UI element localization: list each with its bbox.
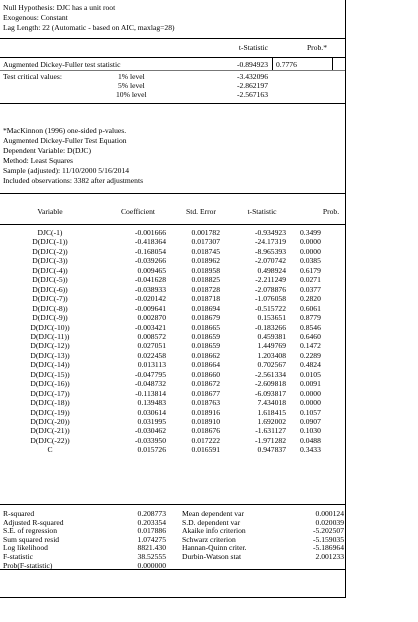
- cell-variable: D(DJC(-2)): [32, 246, 68, 256]
- cell-variable: D(DJC(-20)): [30, 417, 70, 426]
- cell-t-statistic: 1.618415: [257, 407, 286, 417]
- cell-std-error: 0.018659: [191, 341, 220, 351]
- cell-prob: 0.0907: [300, 417, 321, 426]
- adf-test-statistic-prob: 0.7776: [276, 60, 297, 69]
- cell-coefficient: -0.030462: [134, 426, 166, 436]
- cell-t-statistic: 0.947837: [257, 445, 286, 455]
- cell-std-error: 0.018958: [191, 265, 220, 275]
- included-observations: Included observations: 3382 after adjustments: [3, 176, 144, 185]
- crit-value-5: -2.862197: [236, 81, 268, 90]
- cell-variable: D(DJC(-15)): [30, 369, 70, 379]
- cell-variable: D(DJC(-16)): [30, 379, 70, 389]
- cell-prob: 0.0271: [300, 275, 321, 285]
- cell-t-statistic: -24.17319: [254, 237, 286, 247]
- crit-value-10: -2.567163: [236, 90, 268, 99]
- cell-prob: 0.1030: [300, 426, 321, 436]
- cell-variable: D(DJC(-10)): [30, 322, 70, 332]
- cell-coefficient: -0.168054: [134, 246, 166, 256]
- cell-variable: D(DJC(-19)): [30, 407, 70, 417]
- cell-variable: D(DJC(-18)): [30, 398, 70, 408]
- cell-coefficient: -0.020142: [134, 294, 166, 304]
- cell-std-error: 0.018728: [191, 284, 220, 294]
- divider: [0, 57, 345, 58]
- cell-prob: 0.1472: [300, 341, 321, 351]
- cell-variable: D(DJC(-1)): [32, 237, 68, 247]
- cell-std-error: 0.001782: [191, 228, 220, 237]
- cell-variable: D(DJC(-14)): [30, 360, 70, 370]
- cell-t-statistic: -2.211249: [255, 275, 286, 285]
- cell-prob: 0.0385: [300, 256, 321, 266]
- cell-t-statistic: 7.434018: [257, 398, 286, 408]
- crit-level-10: 10% level: [116, 90, 147, 99]
- cell-prob: 0.0105: [300, 369, 321, 379]
- cell-variable: D(DJC(-17)): [30, 388, 70, 398]
- dependent-variable: Dependent Variable: D(DJC): [3, 146, 92, 155]
- cell-prob: 0.0000: [300, 246, 321, 256]
- cell-variable: D(DJC(-5)): [32, 275, 68, 285]
- cell-t-statistic: 1.449769: [257, 341, 286, 351]
- cell-std-error: 0.018763: [191, 398, 220, 408]
- cell-std-error: 0.018664: [191, 360, 220, 370]
- lag-length: Lag Length: 22 (Automatic - based on AIC, maxlag=28): [3, 23, 175, 32]
- stat-value: 0.208773: [137, 509, 166, 518]
- critical-values-label: Test critical values:: [3, 72, 62, 81]
- crit-value-1: -3.432096: [236, 72, 268, 81]
- col-variable: Variable: [37, 207, 63, 216]
- cell-t-statistic: -1.076058: [254, 294, 286, 304]
- stat-value: -5.159035: [312, 534, 344, 544]
- cell-t-statistic: -1.631127: [255, 426, 286, 436]
- cell-std-error: 0.018825: [191, 275, 220, 285]
- cell-variable: D(DJC(-7)): [32, 294, 68, 304]
- cell-prob: 0.8546: [300, 322, 321, 332]
- cell-prob: 0.0377: [300, 284, 321, 294]
- cell-coefficient: -0.009641: [134, 303, 166, 313]
- null-hypothesis: Null Hypothesis: DJC has a unit root: [3, 3, 116, 12]
- cell-variable: C: [47, 445, 53, 455]
- cell-prob: 0.0000: [300, 398, 321, 408]
- stat-label: F-statistic: [3, 552, 33, 561]
- col-std-error: Std. Error: [186, 207, 216, 216]
- cell-coefficient: -0.041628: [134, 275, 166, 285]
- cell-variable: D(DJC(-11)): [30, 331, 70, 341]
- cell-coefficient: 0.031995: [137, 417, 166, 426]
- cell-divider: [272, 57, 273, 70]
- cell-variable: D(DJC(-3)): [32, 256, 68, 266]
- cell-std-error: 0.018718: [191, 294, 220, 304]
- cell-coefficient: -0.038933: [134, 284, 166, 294]
- stat-value: 0.000124: [315, 509, 344, 518]
- cell-prob: 0.8779: [300, 313, 321, 323]
- stat-value: -5.202507: [312, 526, 344, 536]
- divider: [0, 193, 345, 194]
- divider: [0, 504, 345, 505]
- cell-t-statistic: 0.702567: [257, 360, 286, 370]
- stat-label: Adjusted R-squared: [3, 517, 64, 527]
- cell-variable: D(DJC(-8)): [32, 303, 68, 313]
- cell-prob: 0.2820: [300, 294, 321, 304]
- col-coefficient: Coefficient: [120, 207, 156, 216]
- cell-prob: 0.4824: [300, 360, 321, 370]
- cell-variable: D(DJC(-12)): [30, 341, 70, 351]
- cell-std-error: 0.018916: [191, 407, 220, 417]
- stat-value: 38.52555: [137, 552, 166, 561]
- cell-variable: D(DJC(-22)): [30, 435, 70, 445]
- cell-coefficient: 0.015726: [137, 445, 166, 455]
- divider: [0, 103, 345, 104]
- stat-value: 8821.430: [137, 543, 166, 553]
- cell-t-statistic: -6.093817: [254, 388, 286, 398]
- cell-std-error: 0.018672: [191, 379, 220, 389]
- adf-test-statistic-label: Augmented Dickey-Fuller test statistic: [3, 60, 121, 69]
- cell-prob: 0.0488: [300, 435, 321, 445]
- cell-coefficient: -0.418364: [134, 237, 166, 247]
- cell-coefficient: -0.033950: [134, 435, 166, 445]
- cell-coefficient: 0.022458: [137, 350, 166, 360]
- cell-t-statistic: -0.515722: [254, 303, 286, 313]
- cell-t-statistic: 1.203408: [257, 350, 286, 360]
- cell-std-error: 0.016591: [191, 445, 220, 455]
- cell-prob: 0.0091: [300, 379, 321, 389]
- stat-label: S.D. dependent var: [182, 517, 241, 527]
- cell-coefficient: -0.113814: [135, 388, 166, 398]
- stat-value: 0.203354: [137, 517, 166, 527]
- cell-t-statistic: -1.971282: [254, 435, 286, 445]
- cell-std-error: 0.018665: [191, 322, 220, 332]
- cell-std-error: 0.017222: [191, 435, 220, 445]
- divider: [0, 38, 345, 39]
- cell-coefficient: 0.139483: [137, 398, 166, 408]
- col-t-statistic: t-Statistic: [238, 43, 268, 52]
- cell-variable: D(DJC(-4)): [32, 265, 68, 275]
- crit-level-1: 1% level: [118, 72, 145, 81]
- cell-t-statistic: -0.183266: [254, 322, 286, 332]
- sample: Sample (adjusted): 11/10/2000 5/16/2014: [3, 166, 130, 175]
- cell-t-statistic: -2.609818: [254, 379, 286, 389]
- divider: [0, 70, 345, 71]
- cell-coefficient: 0.008572: [137, 331, 166, 341]
- stat-label: Durbin-Watson stat: [182, 552, 242, 561]
- cell-variable: D(DJC(-9)): [32, 313, 68, 323]
- cell-prob: 0.3433: [300, 445, 321, 455]
- cell-prob: 0.6460: [300, 331, 321, 341]
- cell-variable: D(DJC(-6)): [32, 284, 68, 294]
- cell-variable: D(DJC(-13)): [30, 350, 70, 360]
- cell-coefficient: 0.030614: [137, 407, 166, 417]
- stat-value: 0.020039: [315, 517, 344, 527]
- test-equation-title: Augmented Dickey-Fuller Test Equation: [3, 136, 127, 145]
- stat-value: 1.074275: [137, 534, 166, 544]
- col-prob: Prob.*: [306, 43, 327, 52]
- cell-std-error: 0.018662: [191, 350, 220, 360]
- stat-label: Mean dependent var: [182, 509, 244, 518]
- cell-prob: 0.6179: [300, 265, 321, 275]
- cell-coefficient: -0.048732: [134, 379, 166, 389]
- cell-variable: DJC(-1): [37, 228, 63, 237]
- cell-t-statistic: 0.153651: [257, 313, 286, 323]
- stat-label: Prob(F-statistic): [3, 560, 53, 570]
- stat-value: 0.000000: [137, 560, 166, 570]
- cell-variable: D(DJC(-21)): [30, 426, 70, 436]
- cell-coefficient: 0.002870: [137, 313, 166, 323]
- divider: [0, 569, 345, 570]
- cell-prob: 0.1057: [300, 407, 321, 417]
- cell-divider: [332, 57, 333, 70]
- cell-std-error: 0.018910: [191, 417, 220, 426]
- cell-coefficient: -0.003421: [134, 322, 166, 332]
- cell-prob: 0.2289: [300, 350, 321, 360]
- cell-std-error: 0.018745: [191, 246, 220, 256]
- stat-label: Hannan-Quinn criter.: [182, 543, 247, 553]
- method: Method: Least Squares: [3, 156, 74, 165]
- cell-prob: 0.6061: [300, 303, 321, 313]
- stat-label: R-squared: [3, 509, 35, 518]
- cell-std-error: 0.018676: [191, 426, 220, 436]
- adf-test-statistic-value: -0.894923: [236, 60, 268, 69]
- cell-t-statistic: -2.078876: [254, 284, 286, 294]
- cell-std-error: 0.018962: [191, 256, 220, 266]
- cell-std-error: 0.018660: [191, 369, 220, 379]
- cell-std-error: 0.018679: [191, 313, 220, 323]
- cell-t-statistic: -0.934923: [254, 228, 286, 237]
- cell-coefficient: -0.001666: [134, 228, 166, 237]
- cell-coefficient: 0.013113: [137, 360, 166, 370]
- cell-t-statistic: 0.459381: [257, 331, 286, 341]
- mackinnon-note: *MacKinnon (1996) one-sided p-values.: [3, 126, 127, 135]
- stat-label: S.E. of regression: [3, 526, 57, 536]
- stat-label: Sum squared resid: [3, 534, 60, 544]
- divider: [0, 224, 345, 225]
- cell-prob: 0.0000: [300, 388, 321, 398]
- cell-std-error: 0.017307: [191, 237, 220, 247]
- cell-t-statistic: -8.965393: [254, 246, 286, 256]
- cell-prob: 0.3499: [300, 228, 321, 237]
- col-prob: Prob.: [322, 207, 340, 216]
- stat-label: Log likelihood: [3, 543, 48, 553]
- stat-label: Akaike info criterion: [182, 526, 246, 536]
- exogenous: Exogenous: Constant: [3, 13, 68, 22]
- cell-coefficient: -0.039266: [134, 256, 166, 266]
- cell-std-error: 0.018659: [191, 331, 220, 341]
- crit-level-5: 5% level: [118, 81, 145, 90]
- cell-t-statistic: 1.692002: [257, 417, 286, 426]
- cell-coefficient: 0.027051: [137, 341, 166, 351]
- cell-coefficient: 0.009465: [137, 265, 166, 275]
- stat-label: Schwarz criterion: [182, 534, 236, 544]
- stat-value: -5.186964: [312, 543, 344, 553]
- cell-t-statistic: -2.070742: [254, 256, 286, 266]
- cell-std-error: 0.018677: [191, 388, 220, 398]
- cell-std-error: 0.018694: [191, 303, 220, 313]
- cell-prob: 0.0000: [300, 237, 321, 247]
- cell-t-statistic: 0.498924: [257, 265, 286, 275]
- cell-coefficient: -0.047795: [134, 369, 166, 379]
- stat-value: 2.001233: [315, 552, 344, 561]
- col-t-stat: t-Statistic: [247, 207, 277, 216]
- stat-value: 0.017886: [137, 526, 166, 536]
- cell-t-statistic: -2.561334: [254, 369, 286, 379]
